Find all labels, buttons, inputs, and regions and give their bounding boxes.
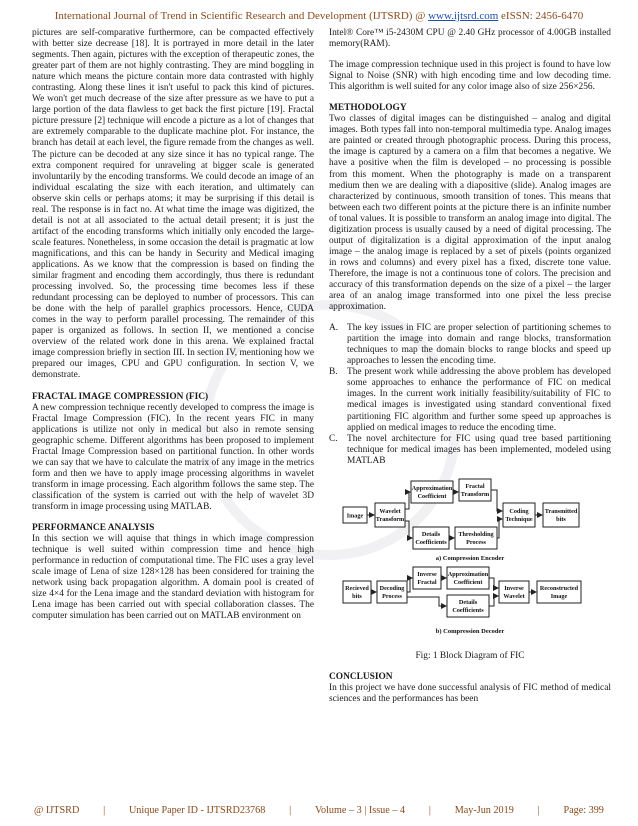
paragraph: The image compression technique used in this project is found to have low Signal to Noise (SNR) with high encoding time and low decoding time. This algorithm is well suited for any color image also of size 256×256. <box>329 60 611 93</box>
footer-paper-id: Unique Paper ID - IJTSRD23768 <box>128 805 266 816</box>
block-label: Process <box>382 592 402 600</box>
block-label: Coding <box>509 507 529 515</box>
list-item <box>329 433 611 467</box>
list-marker: A. <box>329 323 339 334</box>
footer-separator: | <box>103 805 106 816</box>
block-label: Image <box>550 592 568 600</box>
block-diagram-svg <box>329 473 611 643</box>
paragraph: In this project we have done successful analysis of FIC method of medical sciences and the performances has been <box>329 682 611 704</box>
block-label: Thresholding <box>458 530 494 538</box>
section-heading-fic: FRACTAL IMAGE COMPRESSION (FIC) <box>32 391 209 402</box>
block-label: Decoding <box>379 584 405 592</box>
coding-technique-block <box>503 503 535 527</box>
block-label: Wavelet <box>379 507 401 515</box>
block-label: Recieved <box>345 584 369 592</box>
section-heading-conclusion: CONCLUSION <box>329 671 393 682</box>
fic-block-diagram <box>329 473 611 647</box>
journal-issn: eISSN: 2456-6470 <box>498 10 584 22</box>
right-column <box>329 28 611 715</box>
block-label: Fractal <box>417 578 437 586</box>
section-heading-methodology: METHODOLOGY <box>329 103 407 114</box>
list-item-text: The novel architecture for FIC using quad tree based partitioning technique for medical images has been implemented, modeled using MATLAB <box>347 433 611 466</box>
list-item-text: The present work while addressing the above problem has developed some approaches to enhance the performance of FIC on medical images. In the current work initially feasibility/suitability of FIC to medical images is investigated using standard conventional fixed partitioning FIC algorithm and further some speed up approaches is applied on medical images to reduce the encoding time. <box>347 367 611 433</box>
paragraph: Two classes of digital images can be distinguished – analog and digital images. Both types fall into non-temporal multimedia type. Analog images are painted or created through photographic process. During this process, the image is captured by a camera on a film that becomes a negative. We have a positive when the film is developed – no processing is possible from this moment. When the photography is made on a transparent medium then we are dealing with a diapositive (slide). Analog images are characterized by continuous, smooth transition of tones. This means that between each two different points at the picture there is an infinite number of tonal values. It is possible to transform an analog image into digital. The digitization process is usually caused by a need of digital processing. The output of digitalization is a digital approximation of the input analog image – the analog image is replaced by a set of pixels (points organized in rows and columns) and every pixel has a fixed, discrete tone value. Therefore, the image is not a continuous tone of colors. The precision and accuracy of this transformation depends on the size of a pixel – the larger area of an analog image transformed into one pixel the less precise approximation. <box>329 114 611 313</box>
paragraph: Intel® Core™ i5-2430M CPU @ 2.40 GHz processor of 4.00GB installed memory(RAM). <box>329 28 611 50</box>
left-column <box>32 28 314 632</box>
block-label: Transmitted <box>544 507 578 515</box>
block-label: Inverse <box>504 584 524 592</box>
block-label: Reconstructed <box>539 584 579 592</box>
block-label: Approximation <box>411 484 453 492</box>
encoder-diagram-label: a) Compression Encoder <box>435 554 505 562</box>
block-label: Fractal <box>465 482 485 490</box>
encoder-image-label: Image <box>346 512 364 520</box>
list-item <box>329 323 611 367</box>
transmitted-bits-block <box>543 503 579 527</box>
block-label: Approximation <box>447 570 489 578</box>
block-label: Process <box>466 538 486 546</box>
wavelet-transform-block <box>375 503 405 527</box>
block-label: Coefficient <box>417 492 447 500</box>
figure-caption: Fig: 1 Block Diagram of FIC <box>415 650 525 661</box>
block-label: Wavelet <box>503 592 525 600</box>
page-header <box>0 10 638 22</box>
footer-separator: | <box>289 805 292 816</box>
paragraph: In this section we will aquise that things in which image compression technique is well suited within compression time and hence high performance in reduction of computational time. The FIC uses a gray level scale image of Lena of size 128×128 has been considered for training the network using back propagation algorithm. A domain pool is created of size 4×4 for the Lena image and the standard deviation with histogram for Lena image has been carried out with special collaboration classes. The computer simulation has been carried out on MATLAB environment on <box>32 534 314 622</box>
footer-separator: | <box>537 805 540 816</box>
footer-date: May-Jun 2019 <box>454 805 514 816</box>
block-label: Transform <box>460 490 490 498</box>
block-label: Details <box>421 530 441 538</box>
section-heading-performance: PERFORMANCE ANALYSIS <box>32 523 155 534</box>
block-label: Coefficients <box>452 606 484 614</box>
list-marker: B. <box>329 367 338 378</box>
block-label: Inverse <box>417 570 437 578</box>
block-label: Transform <box>375 515 405 523</box>
list-item <box>329 367 611 433</box>
list-item-text: The key issues in FIC are proper selection of partitioning schemes to partition the image into domain and range blocks, transformation techniques to map the domain blocks to range blocks and speed up approaches to lessen the encoding time. <box>347 323 611 367</box>
footer-page-number: Page: 399 <box>563 805 604 816</box>
issues-list <box>329 323 611 467</box>
footer-journal: @ IJTSRD <box>34 805 80 816</box>
page-footer <box>34 805 604 816</box>
block-label: bits <box>556 515 566 523</box>
list-marker: C. <box>329 433 338 444</box>
block-label: bits <box>352 592 362 600</box>
block-label: Coefficients <box>415 538 447 546</box>
block-label: Technique <box>505 515 533 523</box>
paragraph: pictures are self-comparative furthermore, can be compacted effectively with better size decrease [18]. It is portrayed in more detail in the later segments. Then again, pictures with the exception of therapeutic zones, the greater part of them are not highly contrasting. They are mind boggling in nature which means the picture contain more data contrasted with highly contrasting. Along these lines it isn't useful to pack this kind of pictures. We won't get much decrease of the size after pressure as we have to put a large portion of the data flawless to get back the first picture [19]. Fractal picture pressure [2] technique will encode a picture as a lot of changes that are extremely comparable to the duplicate machine plot. For instance, the branch has detail at each level, the figure remade from the changes as well. The picture can be decoded at any size since it has no typical range. The extra component required for unraveling at bigger scale is generated involuntarily by the encoding transforms. We could decode an image of an individual escalating the size with each iteration, and ultimately can observe skin cells or perhaps atoms; it may be surprising if this detail is real. The response is in fact no. At what time the image was digitized, the detail is not at all associated to the actual detail present; it is just the artifact of the encoding transforms which initially only encoded the large- scale features. Nonetheless, in some occasion the detail is pragmatic at low magnifications, and this can be handy in Security and Medical imaging applications. As we know that the compression is based on finding the similar fragment and encoding them accordingly, thus there is redundant processing involved. So, the processing time becomes less if these redundant processing can be deployed to number of processors. This can be done with the help of parallel graphics processors. Hence, CUDA comes in the way to perform parallel processing. The remainder of this paper is organized as follows. In section II, we mentioned a concise overview of the related work done in this arena. We explained fractal image compression briefly in section III. In section IV, mentioning how we prepared our images, CPU and GPU configuration. In section V, we demonstrate. <box>32 28 314 381</box>
journal-name: International Journal of Trend in Scientific Research and Development (IJTSRD) @ <box>54 10 429 22</box>
block-label: Details <box>458 598 478 606</box>
block-label: Coefficient <box>453 578 483 586</box>
journal-website-link[interactable]: www.ijtsrd.com <box>428 10 499 22</box>
decoder-diagram-label: b) Compression Decoder <box>435 627 505 635</box>
footer-separator: | <box>428 805 431 816</box>
paragraph: A new compression technique recently developed to compress the image is Fractal Image Compression (FIC). In the recent years FIC in many applications is utilize not only in medical but also in remote sensing geographic scheme. Different algorithms has been proposed to implement Fractal Image Compression based on partitional function. In other words we can say that we have to calculate the matrix of any image in the metrics form and then we have to apply image processing algorithms in wavelet transform in image processing. Each algorithm follows the same step. The classification of the system is carried out with the help of wavelet 3D transform in image processing using MATLAB. <box>32 402 314 512</box>
footer-volume: Volume – 3 | Issue – 4 <box>314 805 406 816</box>
